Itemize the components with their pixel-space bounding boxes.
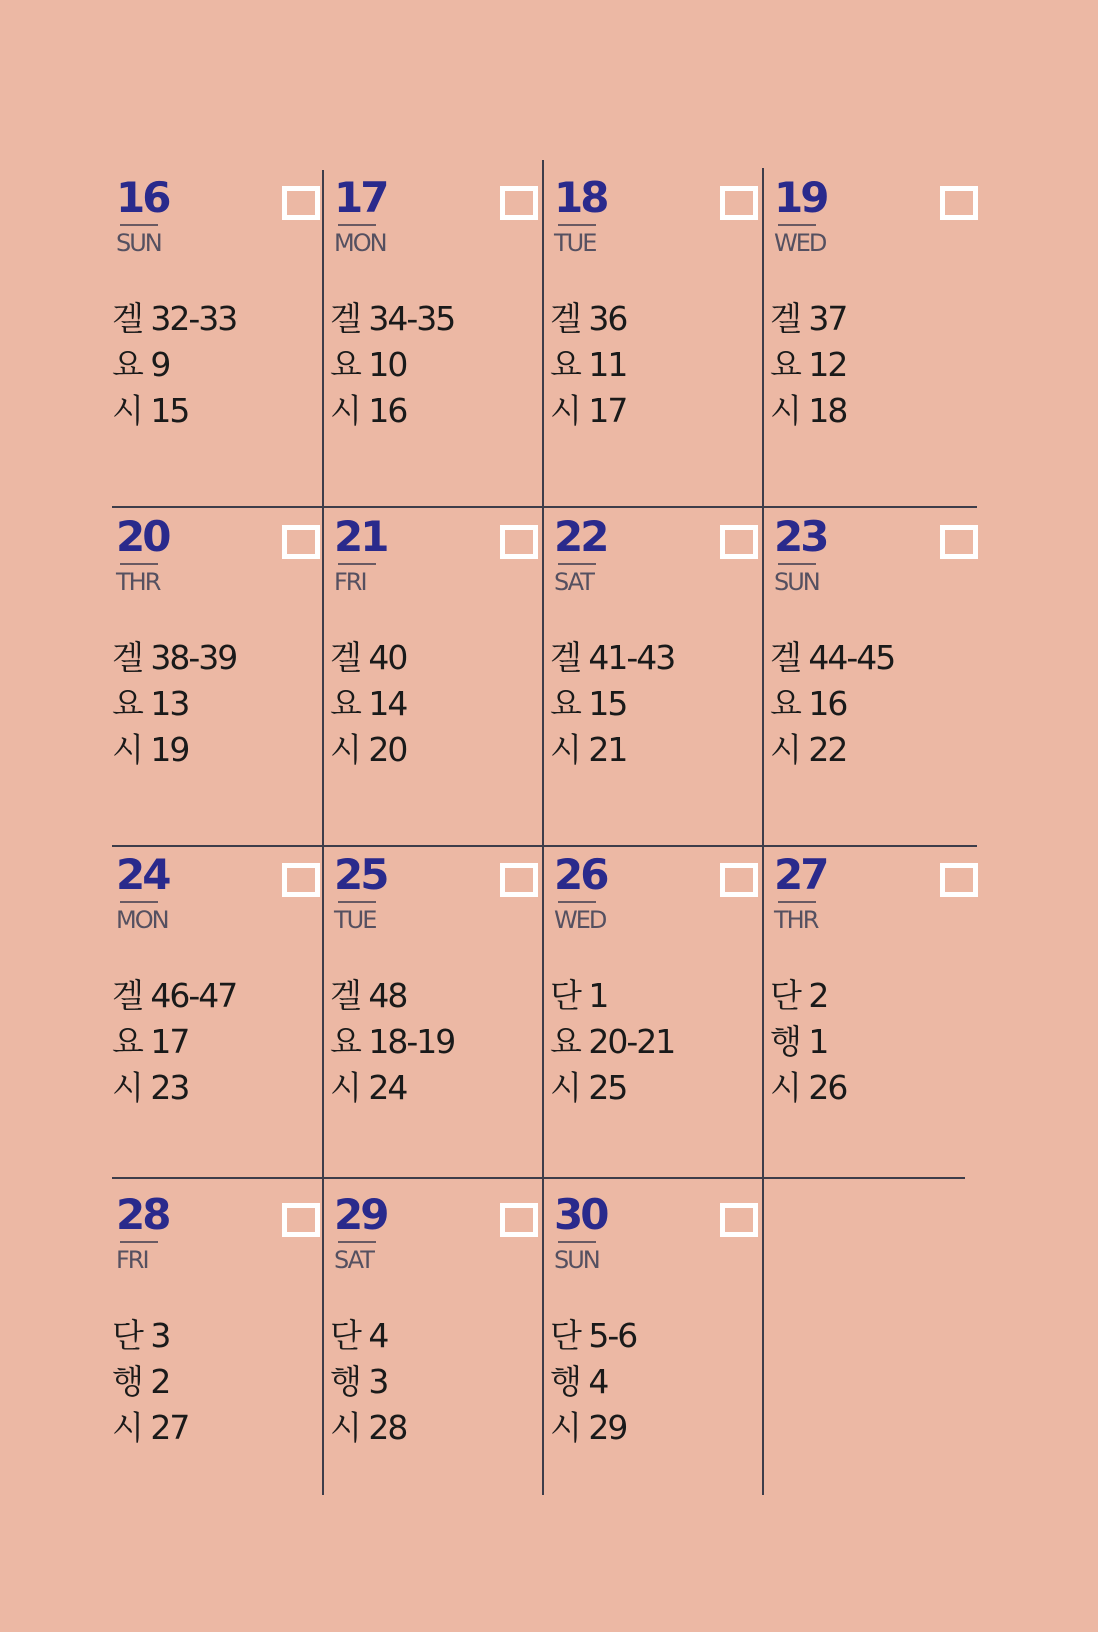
date-underline: [558, 1241, 596, 1243]
day-cell: [112, 843, 332, 1173]
reading-item: 요 10: [330, 345, 407, 384]
day-weekday: MON: [116, 906, 168, 934]
reading-item: 요 11: [550, 345, 627, 384]
reading-item: 겔 46-47: [112, 976, 237, 1015]
day-cell: [330, 166, 550, 496]
reading-item: 요 14: [330, 684, 407, 723]
reading-item: 요 17: [112, 1022, 189, 1061]
date-underline: [338, 224, 376, 226]
completion-checkbox[interactable]: [282, 525, 320, 559]
reading-list: [112, 296, 236, 434]
day-date: 16: [116, 173, 169, 222]
reading-item: 요 18-19: [330, 1022, 455, 1061]
date-underline: [778, 224, 816, 226]
day-cell: [330, 1183, 550, 1513]
day-date: 26: [554, 850, 607, 899]
reading-item: 겔 37: [770, 299, 847, 338]
reading-item: 요 20-21: [550, 1022, 675, 1061]
reading-list: [330, 635, 406, 773]
reading-list: [112, 1313, 188, 1451]
completion-checkbox[interactable]: [282, 186, 320, 220]
day-weekday: SAT: [334, 1246, 373, 1274]
reading-item: 시 15: [112, 391, 189, 430]
day-cell: [112, 505, 332, 835]
reading-item: 요 13: [112, 684, 189, 723]
date-underline: [120, 224, 158, 226]
day-date: 22: [554, 512, 607, 561]
reading-list: [550, 635, 674, 773]
reading-list: [770, 973, 846, 1111]
date-underline: [558, 224, 596, 226]
day-cell: [550, 843, 770, 1173]
reading-item: 시 25: [550, 1068, 627, 1107]
day-cell: [770, 843, 990, 1173]
reading-item: 요 15: [550, 684, 627, 723]
reading-item: 단 2: [770, 976, 828, 1015]
day-date: 18: [554, 173, 607, 222]
reading-item: 단 5-6: [550, 1316, 637, 1355]
completion-checkbox[interactable]: [720, 525, 758, 559]
day-weekday: MON: [334, 229, 386, 257]
date-underline: [120, 901, 158, 903]
reading-item: 요 9: [112, 345, 170, 384]
date-underline: [558, 901, 596, 903]
day-date: 25: [334, 850, 387, 899]
completion-checkbox[interactable]: [282, 863, 320, 897]
reading-list: [770, 635, 894, 773]
day-date: 30: [554, 1190, 607, 1239]
date-underline: [338, 1241, 376, 1243]
day-weekday: WED: [554, 906, 606, 934]
day-weekday: FRI: [116, 1246, 148, 1274]
reading-item: 시 22: [770, 730, 847, 769]
day-weekday: FRI: [334, 568, 366, 596]
completion-checkbox[interactable]: [500, 863, 538, 897]
day-weekday: SUN: [554, 1246, 599, 1274]
reading-item: 요 16: [770, 684, 847, 723]
day-date: 17: [334, 173, 387, 222]
reading-item: 행 2: [112, 1362, 170, 1401]
reading-list: [330, 296, 454, 434]
day-cell: [770, 505, 990, 835]
reading-item: 시 16: [330, 391, 407, 430]
date-underline: [338, 563, 376, 565]
day-date: 28: [116, 1190, 169, 1239]
completion-checkbox[interactable]: [720, 186, 758, 220]
date-underline: [778, 563, 816, 565]
row-divider: [112, 1177, 965, 1179]
day-weekday: SAT: [554, 568, 593, 596]
day-cell: [330, 505, 550, 835]
completion-checkbox[interactable]: [282, 1203, 320, 1237]
day-cell: [770, 166, 990, 496]
day-weekday: SUN: [116, 229, 161, 257]
reading-item: 겔 41-43: [550, 638, 675, 677]
reading-list: [550, 973, 674, 1111]
completion-checkbox[interactable]: [940, 525, 978, 559]
day-date: 27: [774, 850, 827, 899]
day-weekday: SUN: [774, 568, 819, 596]
reading-item: 단 3: [112, 1316, 170, 1355]
day-cell: [330, 843, 550, 1173]
reading-item: 겔 34-35: [330, 299, 455, 338]
completion-checkbox[interactable]: [500, 1203, 538, 1237]
day-cell: [550, 166, 770, 496]
reading-item: 행 4: [550, 1362, 608, 1401]
reading-item: 겔 40: [330, 638, 407, 677]
day-date: 24: [116, 850, 169, 899]
completion-checkbox[interactable]: [720, 1203, 758, 1237]
day-cell: [550, 505, 770, 835]
day-date: 21: [334, 512, 387, 561]
reading-item: 겔 48: [330, 976, 407, 1015]
reading-item: 겔 36: [550, 299, 627, 338]
day-cell: [550, 1183, 770, 1513]
reading-item: 시 29: [550, 1408, 627, 1447]
reading-item: 단 4: [330, 1316, 388, 1355]
reading-item: 단 1: [550, 976, 608, 1015]
date-underline: [120, 1241, 158, 1243]
completion-checkbox[interactable]: [940, 863, 978, 897]
day-weekday: THR: [774, 906, 818, 934]
reading-item: 시 28: [330, 1408, 407, 1447]
reading-list: [330, 973, 454, 1111]
day-cell: [112, 166, 332, 496]
reading-item: 시 18: [770, 391, 847, 430]
day-date: 19: [774, 173, 827, 222]
day-weekday: THR: [116, 568, 160, 596]
reading-item: 겔 38-39: [112, 638, 237, 677]
day-weekday: WED: [774, 229, 826, 257]
day-weekday: TUE: [334, 906, 376, 934]
reading-item: 시 27: [112, 1408, 189, 1447]
reading-item: 시 24: [330, 1068, 407, 1107]
reading-item: 행 1: [770, 1022, 828, 1061]
reading-list: [550, 296, 626, 434]
day-weekday: TUE: [554, 229, 596, 257]
date-underline: [778, 901, 816, 903]
reading-list: [330, 1313, 406, 1451]
reading-item: 시 21: [550, 730, 627, 769]
day-cell: [112, 1183, 332, 1513]
reading-item: 시 19: [112, 730, 189, 769]
date-underline: [338, 901, 376, 903]
reading-item: 시 17: [550, 391, 627, 430]
completion-checkbox[interactable]: [500, 525, 538, 559]
completion-checkbox[interactable]: [500, 186, 538, 220]
reading-list: [550, 1313, 636, 1451]
day-date: 20: [116, 512, 169, 561]
reading-item: 요 12: [770, 345, 847, 384]
reading-item: 겔 44-45: [770, 638, 895, 677]
day-date: 23: [774, 512, 827, 561]
reading-list: [770, 296, 846, 434]
reading-item: 겔 32-33: [112, 299, 237, 338]
reading-list: [112, 635, 236, 773]
day-date: 29: [334, 1190, 387, 1239]
reading-list: [112, 973, 236, 1111]
completion-checkbox[interactable]: [720, 863, 758, 897]
reading-item: 행 3: [330, 1362, 388, 1401]
reading-item: 시 20: [330, 730, 407, 769]
date-underline: [120, 563, 158, 565]
reading-item: 시 23: [112, 1068, 189, 1107]
completion-checkbox[interactable]: [940, 186, 978, 220]
date-underline: [558, 563, 596, 565]
reading-item: 시 26: [770, 1068, 847, 1107]
